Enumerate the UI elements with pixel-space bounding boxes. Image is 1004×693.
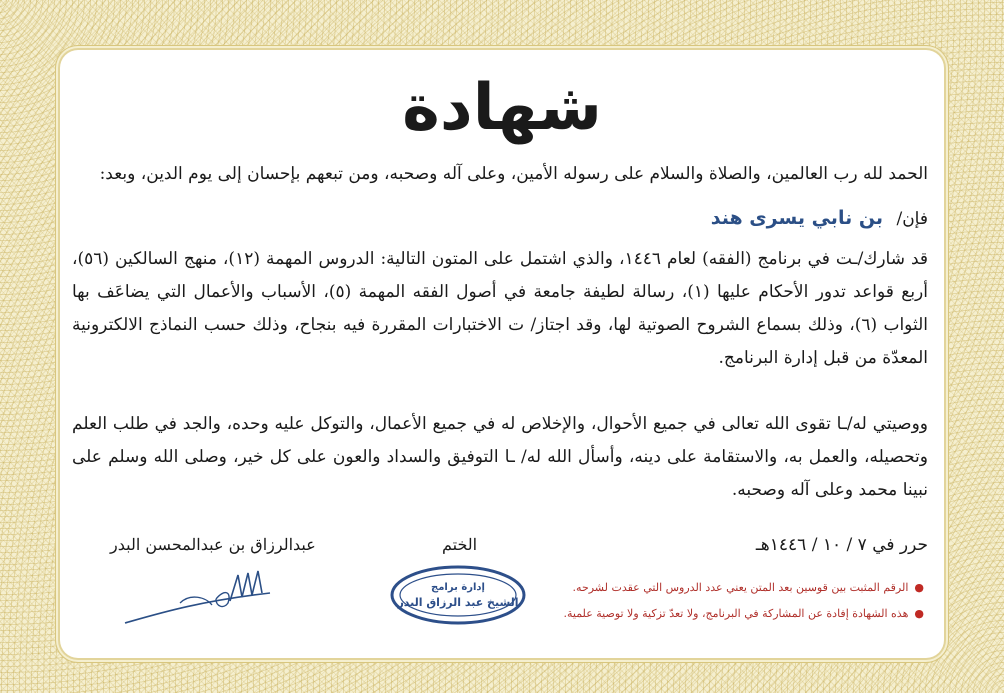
bullet-icon: ● (914, 607, 924, 620)
bullet-icon: ● (914, 581, 924, 594)
body-paragraph-2: ووصيتي له/ـا تقوى الله تعالى في جميع الأحوال، والإخلاص له في جميع الأعمال، والتوكل عليه وحده، والجد في طلب العلم وتحصيله، والعمل به، والاستقامة على دينه، وأسأل الله له/ ـا التوفيق والسداد والعون على كل خير، وصلى الله وسلم على نبينا محمد وعلى آله وصحبه. (72, 414, 928, 500)
stamp-line-1: إدارة برامج (431, 582, 485, 593)
official-stamp (388, 563, 528, 627)
opening-paragraph: الحمد لله رب العالمين، والصلاة والسلام على رسوله الأمين، وعلى آله وصحبه، ومن تبعهم بإحسان إلى يوم الدين، وبعد: (99, 164, 928, 184)
note-item (504, 601, 924, 627)
issue-date: حرر في ٧ / ١٠ / ١٤٤٦هـ (755, 535, 928, 555)
seal-label: الختم (442, 535, 478, 554)
stamp-line-2: الشيخ عبد الرزاق البدر (397, 596, 519, 609)
note-item (504, 575, 924, 601)
recipient-name: بن نابي يسرى هند (710, 207, 884, 229)
certificate-paper (60, 50, 944, 658)
signature-area (60, 535, 944, 655)
note-text: هذه الشهادة إفادة عن المشاركة في البرنامج، ولا تعدّ تزكية ولا توصية علمية. (563, 607, 909, 620)
note-text: الرقم المثبت بين قوسين بعد المتن يعني عدد الدروس التي عقدت لشرحه. (572, 581, 909, 594)
handwritten-signature (120, 553, 280, 633)
notes-list (504, 575, 924, 627)
certificate-title: شهادة (402, 71, 602, 145)
signer-name: عبدالرزاق بن عبدالمحسن البدر (110, 535, 316, 554)
body-paragraph-1: قد شارك/ـت في برنامج (الفقه) لعام ١٤٤٦، والذي اشتمل على المتون التالية: الدروس المهمة (١٢)، منهج السالكين (٥٦)، أربع قواعد تدور الأحكام عليها (١)، رسالة لطيفة جامعة في أصول الفقه المهمة (٥)، الأسباب والأعمال التي يضاعَف بها الثواب (٦)، وذلك بسماع الشروح الصوتية لها، وقد اجتاز/ ت الاختبارات المقررة فيه بنجاح، وذلك حسب النماذج الالكترونية المعدّة من قبل إدارة البرنامج. (72, 249, 929, 368)
recipient-line (72, 202, 928, 236)
recipient-prefix: فإن/ (896, 209, 928, 229)
